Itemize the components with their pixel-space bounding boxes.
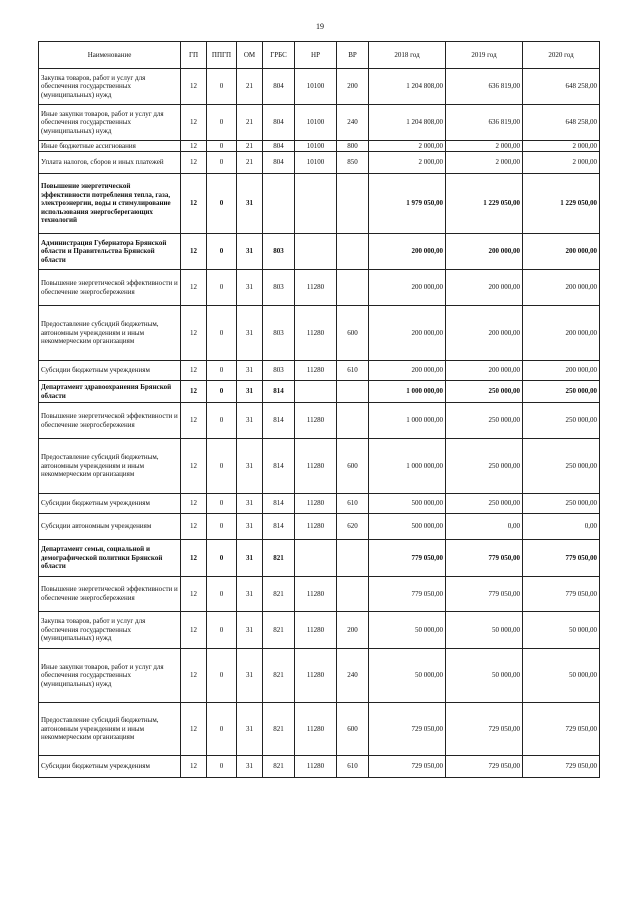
row-om: 31	[237, 270, 263, 306]
row-om: 21	[237, 141, 263, 152]
table-row	[39, 514, 600, 540]
row-ppgp: 0	[207, 270, 237, 306]
table-row	[39, 649, 600, 703]
row-vr: 610	[337, 756, 369, 778]
row-nr: 11280	[295, 577, 337, 612]
header-name: Наименование	[39, 42, 181, 69]
row-vr	[337, 577, 369, 612]
row-ppgp: 0	[207, 141, 237, 152]
table-row	[39, 612, 600, 649]
row-name: Повышение энергетической эффективности и обеспечение энергосбережения	[39, 577, 181, 612]
table-row	[39, 494, 600, 514]
row-ppgp: 0	[207, 381, 237, 403]
row-amount-2018: 1 979 050,00	[369, 174, 446, 234]
header-year-2018: 2018 год	[369, 42, 446, 69]
row-amount-2018: 729 050,00	[369, 703, 446, 756]
row-amount-2020: 250 000,00	[523, 403, 600, 439]
table-row	[39, 439, 600, 494]
row-ppgp: 0	[207, 403, 237, 439]
row-amount-2020: 2 000,00	[523, 152, 600, 174]
row-ppgp: 0	[207, 756, 237, 778]
row-amount-2019: 636 819,00	[446, 69, 523, 105]
row-grbs: 803	[263, 270, 295, 306]
row-nr: 11280	[295, 514, 337, 540]
row-gp: 12	[181, 756, 207, 778]
row-nr: 11280	[295, 361, 337, 381]
row-gp: 12	[181, 494, 207, 514]
row-grbs: 804	[263, 141, 295, 152]
row-amount-2018: 1 204 808,00	[369, 69, 446, 105]
row-nr: 10100	[295, 141, 337, 152]
row-amount-2019: 250 000,00	[446, 381, 523, 403]
row-name: Повышение энергетической эффективности потребления тепла, газа, электроэнергии, воды и стимулирование использования энергосберегающих технологий	[39, 174, 181, 234]
row-om: 21	[237, 152, 263, 174]
row-amount-2018: 2 000,00	[369, 152, 446, 174]
row-nr: 11280	[295, 612, 337, 649]
row-amount-2020: 250 000,00	[523, 381, 600, 403]
row-om: 31	[237, 361, 263, 381]
row-amount-2019: 250 000,00	[446, 403, 523, 439]
row-vr: 240	[337, 105, 369, 141]
row-amount-2018: 2 000,00	[369, 141, 446, 152]
row-name: Администрация Губернатора Брянской области и Правительства Брянской области	[39, 234, 181, 270]
row-vr	[337, 270, 369, 306]
table-row	[39, 403, 600, 439]
row-amount-2019: 200 000,00	[446, 361, 523, 381]
row-om: 31	[237, 756, 263, 778]
row-ppgp: 0	[207, 439, 237, 494]
row-amount-2020: 648 258,00	[523, 105, 600, 141]
row-amount-2019: 2 000,00	[446, 152, 523, 174]
row-nr: 11280	[295, 649, 337, 703]
row-vr	[337, 381, 369, 403]
row-name: Повышение энергетической эффективности и обеспечение энергосбережения	[39, 270, 181, 306]
row-gp: 12	[181, 703, 207, 756]
row-amount-2018: 200 000,00	[369, 270, 446, 306]
row-amount-2018: 729 050,00	[369, 756, 446, 778]
row-amount-2020: 250 000,00	[523, 494, 600, 514]
row-gp: 12	[181, 649, 207, 703]
row-name: Иные закупки товаров, работ и услуг для обеспечения государственных (муниципальных) нужд	[39, 649, 181, 703]
table-row	[39, 577, 600, 612]
row-vr: 800	[337, 141, 369, 152]
row-grbs: 821	[263, 703, 295, 756]
row-om: 31	[237, 381, 263, 403]
row-gp: 12	[181, 152, 207, 174]
row-om: 31	[237, 403, 263, 439]
row-nr: 11280	[295, 756, 337, 778]
row-vr: 850	[337, 152, 369, 174]
row-ppgp: 0	[207, 612, 237, 649]
row-om: 21	[237, 69, 263, 105]
row-grbs: 821	[263, 612, 295, 649]
row-gp: 12	[181, 361, 207, 381]
table-row	[39, 69, 600, 105]
row-grbs: 804	[263, 152, 295, 174]
header-ppgp: ППГП	[207, 42, 237, 69]
row-om: 31	[237, 703, 263, 756]
row-name: Департамент семьи, социальной и демографической политики Брянской области	[39, 540, 181, 577]
row-amount-2020: 779 050,00	[523, 577, 600, 612]
row-amount-2019: 729 050,00	[446, 703, 523, 756]
row-om: 31	[237, 494, 263, 514]
row-vr: 200	[337, 612, 369, 649]
page-number: 19	[316, 22, 324, 31]
row-amount-2019: 50 000,00	[446, 649, 523, 703]
row-amount-2018: 500 000,00	[369, 514, 446, 540]
row-om: 31	[237, 540, 263, 577]
budget-table	[38, 41, 600, 778]
table-row	[39, 105, 600, 141]
header-gp: ГП	[181, 42, 207, 69]
row-nr	[295, 174, 337, 234]
row-vr	[337, 234, 369, 270]
row-grbs: 814	[263, 439, 295, 494]
row-name: Субсидии бюджетным учреждениям	[39, 494, 181, 514]
row-amount-2019: 1 229 050,00	[446, 174, 523, 234]
row-ppgp: 0	[207, 494, 237, 514]
row-amount-2018: 779 050,00	[369, 540, 446, 577]
table-row	[39, 703, 600, 756]
row-om: 31	[237, 439, 263, 494]
row-amount-2020: 200 000,00	[523, 234, 600, 270]
row-amount-2020: 200 000,00	[523, 270, 600, 306]
row-amount-2018: 1 000 000,00	[369, 439, 446, 494]
row-vr	[337, 174, 369, 234]
row-amount-2020: 1 229 050,00	[523, 174, 600, 234]
row-vr	[337, 540, 369, 577]
row-amount-2020: 50 000,00	[523, 649, 600, 703]
row-vr: 620	[337, 514, 369, 540]
row-grbs: 803	[263, 234, 295, 270]
row-name: Предоставление субсидий бюджетным, автономным учреждениям и иным некоммерческим организациям	[39, 703, 181, 756]
row-nr: 10100	[295, 105, 337, 141]
row-grbs: 804	[263, 105, 295, 141]
row-gp: 12	[181, 577, 207, 612]
row-amount-2019: 50 000,00	[446, 612, 523, 649]
row-amount-2019: 250 000,00	[446, 439, 523, 494]
table-row	[39, 234, 600, 270]
table-header-row	[39, 42, 600, 69]
row-grbs: 821	[263, 649, 295, 703]
row-vr: 600	[337, 306, 369, 361]
row-gp: 12	[181, 141, 207, 152]
row-amount-2020: 250 000,00	[523, 439, 600, 494]
row-om: 21	[237, 105, 263, 141]
row-name: Предоставление субсидий бюджетным, автономным учреждениям и иным некоммерческим организациям	[39, 439, 181, 494]
row-om: 31	[237, 234, 263, 270]
row-om: 31	[237, 649, 263, 703]
row-grbs: 814	[263, 403, 295, 439]
row-ppgp: 0	[207, 234, 237, 270]
table-row	[39, 174, 600, 234]
row-name: Предоставление субсидий бюджетным, автономным учреждениям и иным некоммерческим организациям	[39, 306, 181, 361]
row-amount-2018: 50 000,00	[369, 612, 446, 649]
row-amount-2019: 2 000,00	[446, 141, 523, 152]
row-amount-2019: 779 050,00	[446, 540, 523, 577]
row-name: Департамент здравоохранения Брянской области	[39, 381, 181, 403]
header-grbs: ГРБС	[263, 42, 295, 69]
row-grbs: 803	[263, 361, 295, 381]
row-grbs: 814	[263, 494, 295, 514]
row-grbs: 814	[263, 514, 295, 540]
row-ppgp: 0	[207, 361, 237, 381]
row-om: 31	[237, 612, 263, 649]
row-amount-2019: 0,00	[446, 514, 523, 540]
row-amount-2019: 200 000,00	[446, 270, 523, 306]
row-grbs: 821	[263, 756, 295, 778]
row-vr: 610	[337, 494, 369, 514]
row-amount-2020: 729 050,00	[523, 756, 600, 778]
row-grbs: 803	[263, 306, 295, 361]
row-gp: 12	[181, 69, 207, 105]
row-amount-2018: 779 050,00	[369, 577, 446, 612]
row-nr: 11280	[295, 270, 337, 306]
row-name: Субсидии автономным учреждениям	[39, 514, 181, 540]
row-name: Закупка товаров, работ и услуг для обеспечения государственных (муниципальных) нужд	[39, 612, 181, 649]
row-grbs: 814	[263, 381, 295, 403]
row-amount-2019: 729 050,00	[446, 756, 523, 778]
row-ppgp: 0	[207, 540, 237, 577]
row-ppgp: 0	[207, 577, 237, 612]
row-om: 31	[237, 577, 263, 612]
row-gp: 12	[181, 381, 207, 403]
row-grbs: 804	[263, 69, 295, 105]
row-name: Иные закупки товаров, работ и услуг для обеспечения государственных (муниципальных) нужд	[39, 105, 181, 141]
row-vr: 600	[337, 703, 369, 756]
row-amount-2019: 200 000,00	[446, 306, 523, 361]
row-gp: 12	[181, 540, 207, 577]
row-om: 31	[237, 174, 263, 234]
row-name: Закупка товаров, работ и услуг для обеспечения государственных (муниципальных) нужд	[39, 69, 181, 105]
table-row	[39, 306, 600, 361]
row-name: Субсидии бюджетным учреждениям	[39, 756, 181, 778]
row-gp: 12	[181, 514, 207, 540]
row-name: Иные бюджетные ассигнования	[39, 141, 181, 152]
row-amount-2018: 200 000,00	[369, 361, 446, 381]
row-nr	[295, 540, 337, 577]
row-amount-2020: 200 000,00	[523, 361, 600, 381]
row-ppgp: 0	[207, 514, 237, 540]
row-nr	[295, 234, 337, 270]
row-grbs	[263, 174, 295, 234]
row-gp: 12	[181, 234, 207, 270]
row-ppgp: 0	[207, 152, 237, 174]
table-row	[39, 381, 600, 403]
row-nr: 11280	[295, 306, 337, 361]
row-amount-2018: 500 000,00	[369, 494, 446, 514]
row-ppgp: 0	[207, 105, 237, 141]
row-amount-2019: 250 000,00	[446, 494, 523, 514]
row-nr	[295, 381, 337, 403]
row-vr	[337, 403, 369, 439]
table-row	[39, 270, 600, 306]
row-ppgp: 0	[207, 649, 237, 703]
row-gp: 12	[181, 612, 207, 649]
row-vr: 240	[337, 649, 369, 703]
row-amount-2020: 648 258,00	[523, 69, 600, 105]
row-ppgp: 0	[207, 306, 237, 361]
header-year-2020: 2020 год	[523, 42, 600, 69]
row-ppgp: 0	[207, 703, 237, 756]
row-gp: 12	[181, 439, 207, 494]
row-amount-2020: 50 000,00	[523, 612, 600, 649]
table-row	[39, 756, 600, 778]
row-nr: 10100	[295, 152, 337, 174]
row-amount-2020: 779 050,00	[523, 540, 600, 577]
row-gp: 12	[181, 174, 207, 234]
header-om: ОМ	[237, 42, 263, 69]
row-amount-2019: 636 819,00	[446, 105, 523, 141]
row-name: Повышение энергетической эффективности и обеспечение энергосбережения	[39, 403, 181, 439]
row-name: Субсидии бюджетным учреждениям	[39, 361, 181, 381]
row-grbs: 821	[263, 577, 295, 612]
row-nr: 11280	[295, 403, 337, 439]
row-nr: 11280	[295, 703, 337, 756]
row-nr: 11280	[295, 439, 337, 494]
row-amount-2020: 0,00	[523, 514, 600, 540]
row-amount-2020: 729 050,00	[523, 703, 600, 756]
row-amount-2018: 50 000,00	[369, 649, 446, 703]
row-gp: 12	[181, 105, 207, 141]
row-name: Уплата налогов, сборов и иных платежей	[39, 152, 181, 174]
row-amount-2019: 779 050,00	[446, 577, 523, 612]
row-om: 31	[237, 306, 263, 361]
row-gp: 12	[181, 306, 207, 361]
row-amount-2018: 1 000 000,00	[369, 403, 446, 439]
row-vr: 610	[337, 361, 369, 381]
row-om: 31	[237, 514, 263, 540]
row-amount-2018: 200 000,00	[369, 306, 446, 361]
row-amount-2018: 200 000,00	[369, 234, 446, 270]
row-vr: 200	[337, 69, 369, 105]
row-gp: 12	[181, 270, 207, 306]
row-grbs: 821	[263, 540, 295, 577]
row-nr: 10100	[295, 69, 337, 105]
table-row	[39, 141, 600, 152]
table-row	[39, 361, 600, 381]
table-row	[39, 152, 600, 174]
table-row	[39, 540, 600, 577]
header-nr: НР	[295, 42, 337, 69]
row-amount-2018: 1 000 000,00	[369, 381, 446, 403]
header-year-2019: 2019 год	[446, 42, 523, 69]
row-gp: 12	[181, 403, 207, 439]
row-amount-2018: 1 204 808,00	[369, 105, 446, 141]
row-amount-2020: 2 000,00	[523, 141, 600, 152]
row-ppgp: 0	[207, 69, 237, 105]
row-amount-2020: 200 000,00	[523, 306, 600, 361]
row-nr: 11280	[295, 494, 337, 514]
header-vr: ВР	[337, 42, 369, 69]
row-ppgp: 0	[207, 174, 237, 234]
row-vr: 600	[337, 439, 369, 494]
row-amount-2019: 200 000,00	[446, 234, 523, 270]
